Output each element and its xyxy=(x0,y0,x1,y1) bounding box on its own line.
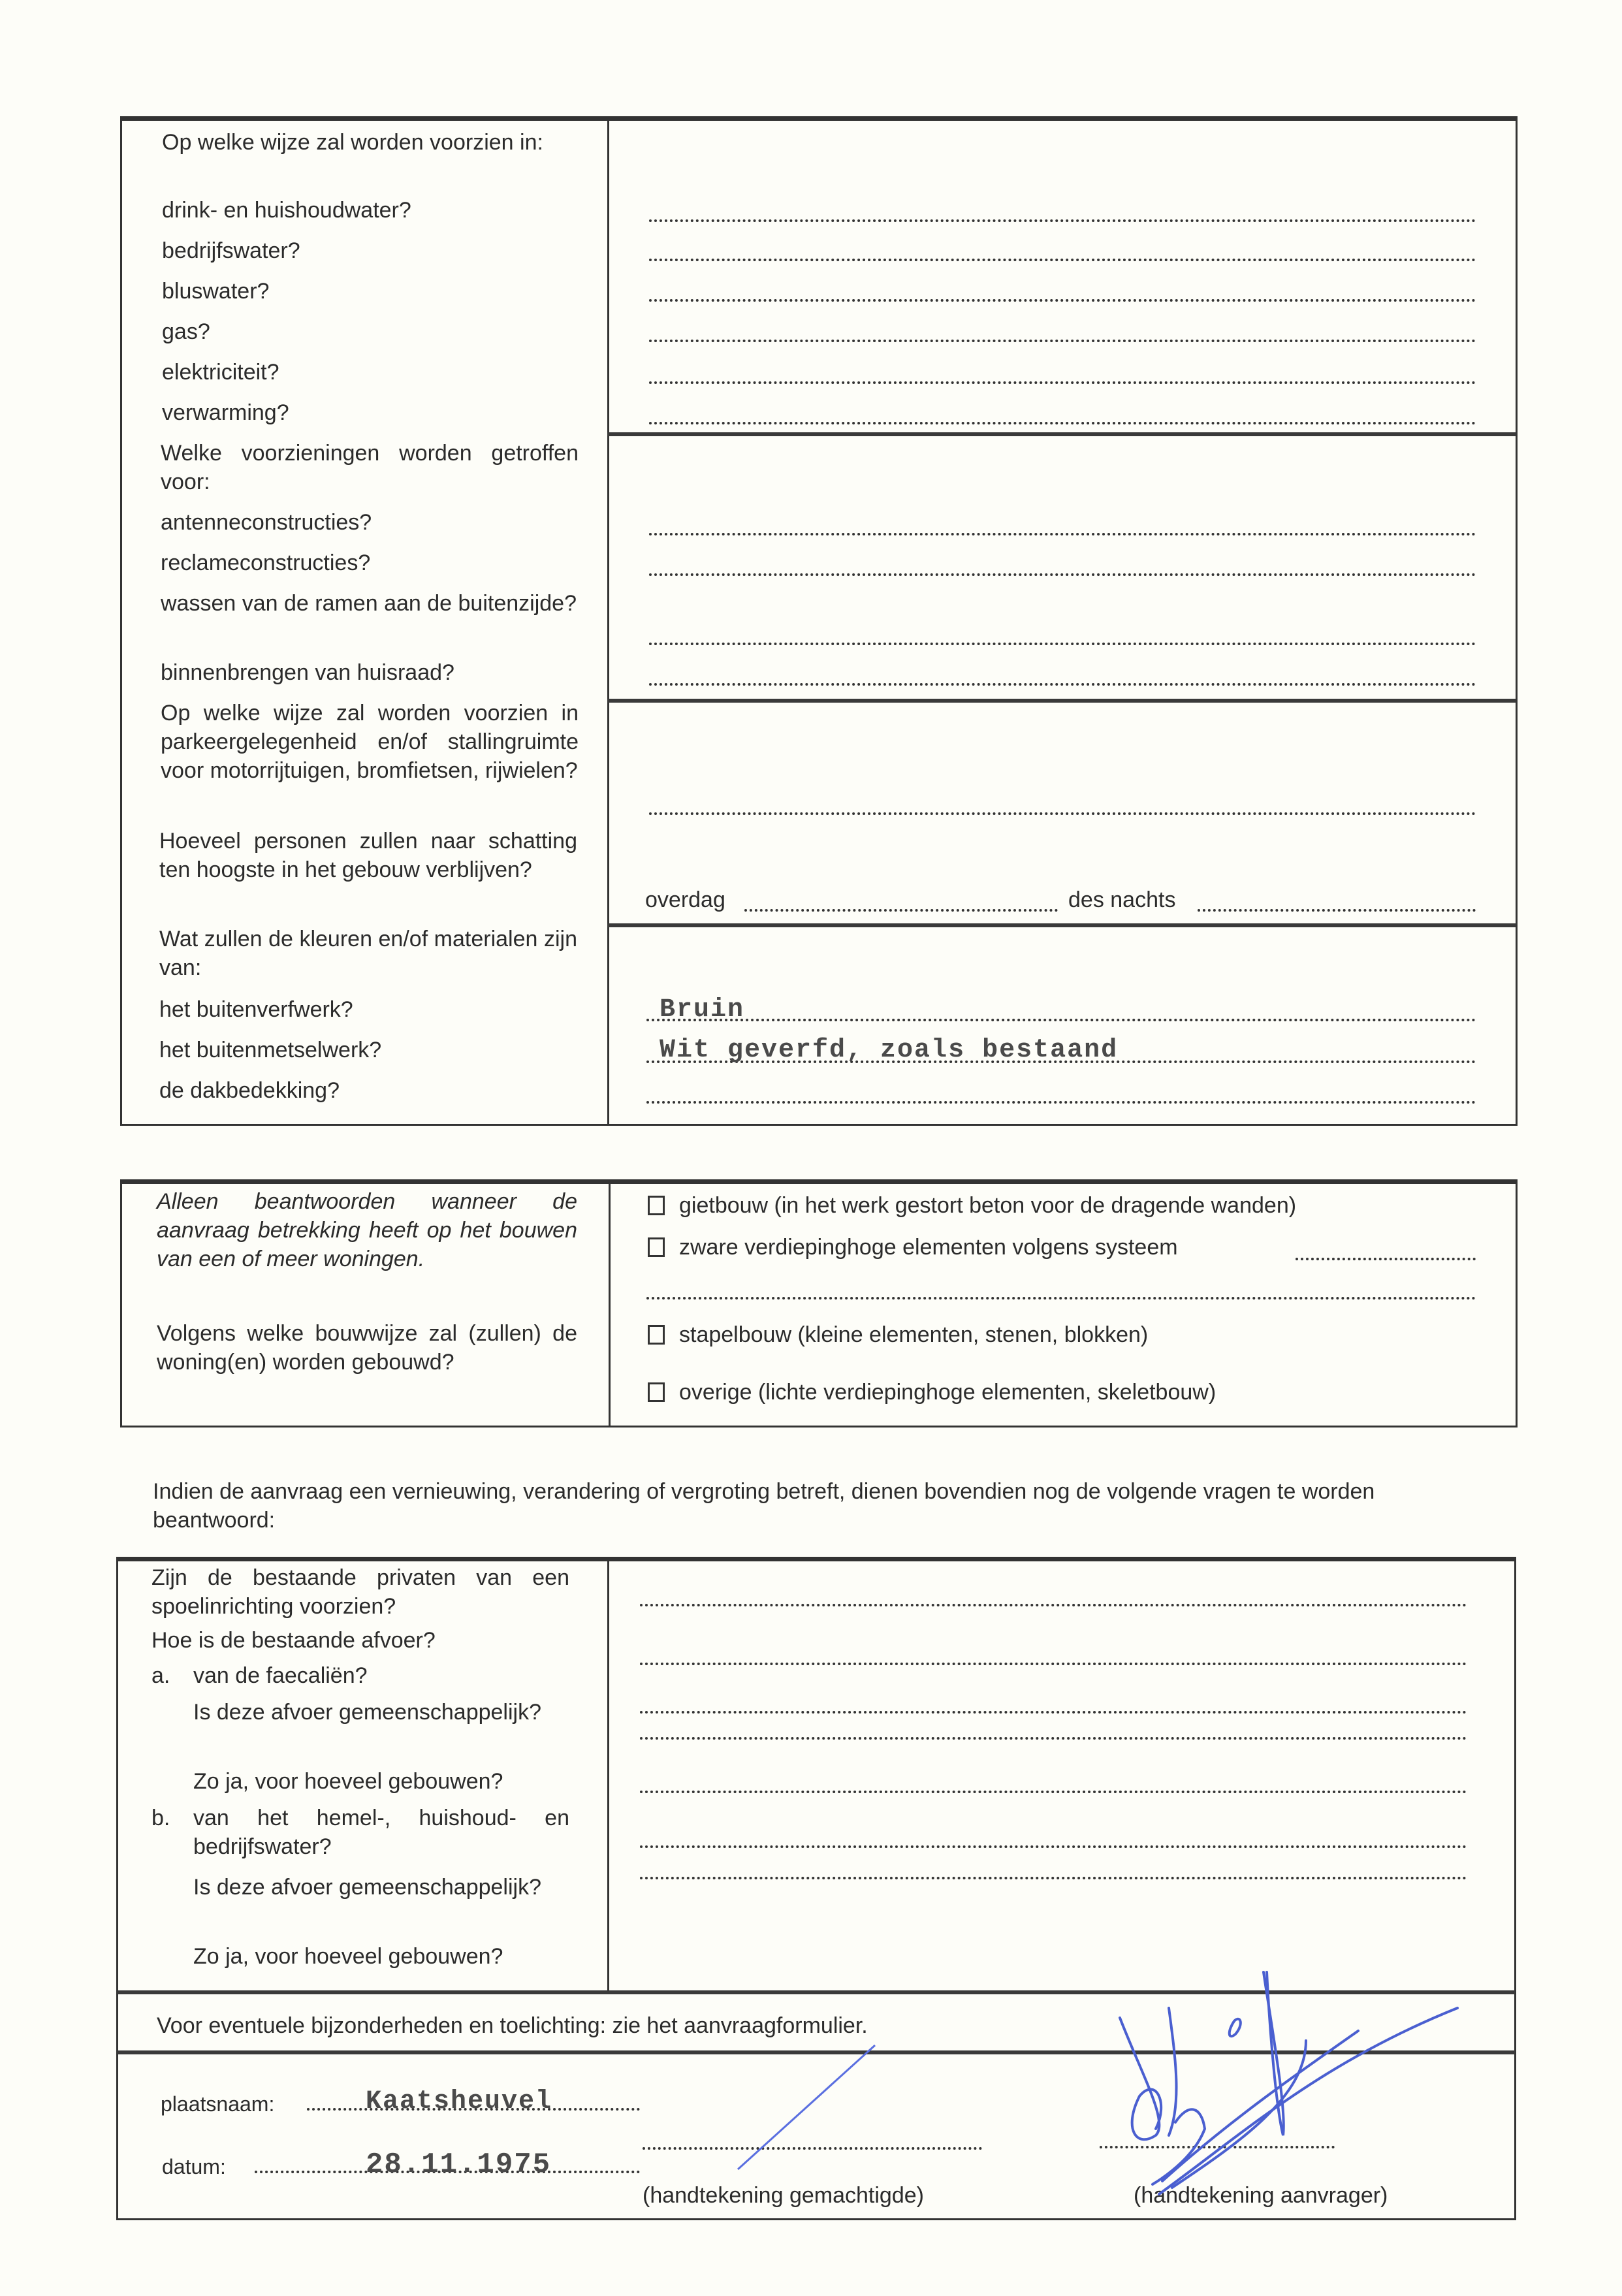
question-colors-intro: Wat zullen de kleuren en/of materialen zijn van: xyxy=(159,927,577,980)
renovation-intro: Indien de aanvraag een vernieuwing, verandering of vergroting betreft, dienen bovendien nog de volgende vragen te worden beantwoord: xyxy=(153,1479,1375,1533)
answer-brickwork[interactable]: Wit geverfd, zoals bestaand xyxy=(660,1036,1119,1065)
question-antennas: antenneconstructies? xyxy=(161,510,372,535)
question-persons: Hoeveel personen zullen naar schatting ten hoogste in het gebouw verblijven? xyxy=(159,829,577,882)
date-value[interactable]: 28.11.1975 xyxy=(366,2148,552,2181)
question-heating: verwarming? xyxy=(162,400,289,425)
question-a-shared: Is deze afvoer gemeenschappelijk? xyxy=(193,1700,541,1725)
signature-applicant-label: (handtekening aanvrager) xyxy=(1134,2183,1388,2208)
building-method-note: Alleen beantwoorden wanneer de aanvraag betrekking heeft op het bouwen van een of meer woningen. xyxy=(157,1189,577,1271)
question-building-method: Volgens welke bouwwijze zal (zullen) de woning(en) worden gebouwd? xyxy=(157,1321,577,1375)
question-gas: gas? xyxy=(162,319,210,344)
question-wastewater: van het hemel-, huishoud- en bedrijfswater? xyxy=(193,1806,569,1859)
question-roofing: de dakbedekking? xyxy=(159,1078,340,1103)
option-overige[interactable]: overige (lichte verdiepinghoge elementen, skeletbouw) xyxy=(648,1378,1216,1407)
place-value[interactable]: Kaatsheuvel xyxy=(366,2087,553,2116)
question-b-count: Zo ja, voor hoeveel gebouwen? xyxy=(193,1944,503,1969)
label-day: overdag xyxy=(645,887,725,912)
option-stapelbouw[interactable]: stapelbouw (kleine elementen, stenen, blokken) xyxy=(648,1320,1148,1349)
question-drinking-water: drink- en huishoudwater? xyxy=(162,198,411,223)
option-gietbouw[interactable]: gietbouw (in het werk gestort beton voor de dragende wanden) xyxy=(648,1191,1296,1220)
signature-agent-label: (handtekening gemachtigde) xyxy=(643,2183,924,2208)
question-drainage: Hoe is de bestaande afvoer? xyxy=(151,1628,436,1653)
question-a-count: Zo ja, voor hoeveel gebouwen? xyxy=(193,1769,503,1794)
question-paintwork: het buitenverfwerk? xyxy=(159,997,353,1022)
question-window-washing: wassen van de ramen aan de buitenzijde? xyxy=(161,591,577,616)
marker-a: a. xyxy=(151,1663,170,1688)
question-fire-water: bluswater? xyxy=(162,279,270,304)
answer-paintwork[interactable]: Bruin xyxy=(660,995,745,1025)
question-services-intro: Op welke wijze zal worden voorzien in: xyxy=(162,130,543,155)
marker-b: b. xyxy=(151,1806,170,1830)
label-night: des nachts xyxy=(1068,887,1176,912)
question-parking: Op welke wijze zal worden voorzien in parkeergelegenheid en/of stallingruimte voor motorrijtuigen, bromfietsen, rijwielen? xyxy=(161,701,579,783)
option-zware-elementen[interactable]: zware verdiepinghoge elementen volgens systeem xyxy=(648,1233,1178,1262)
question-furniture: binnenbrengen van huisraad? xyxy=(161,660,454,685)
question-advertising: reclameconstructies? xyxy=(161,550,371,575)
question-provisions-intro: Welke voorzieningen worden getroffen voor: xyxy=(161,441,579,494)
question-electricity: elektriciteit? xyxy=(162,360,279,385)
remarks-note: Voor eventuele bijzonderheden en toelichting: zie het aanvraagformulier. xyxy=(157,2013,868,2038)
question-b-shared: Is deze afvoer gemeenschappelijk? xyxy=(193,1875,541,1900)
question-process-water: bedrijfswater? xyxy=(162,238,300,263)
question-brickwork: het buitenmetselwerk? xyxy=(159,1038,382,1062)
place-label: plaatsnaam: xyxy=(161,2092,275,2116)
question-faeces: van de faecaliën? xyxy=(193,1663,368,1688)
date-label: datum: xyxy=(162,2155,226,2178)
question-flush-toilets: Zijn de bestaande privaten van een spoelinrichting voorzien? xyxy=(151,1565,569,1619)
